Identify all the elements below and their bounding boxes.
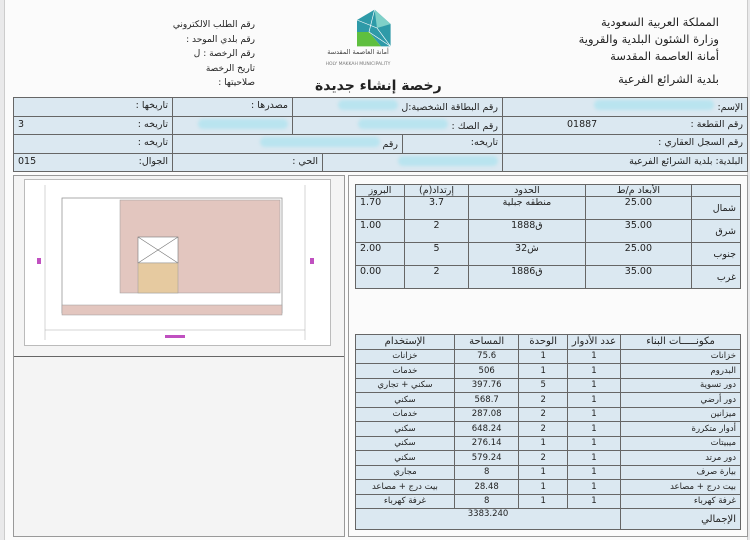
- cell: 5: [405, 243, 469, 266]
- cell: 506: [454, 364, 519, 379]
- site-plan-panel: [13, 175, 345, 537]
- cell: سكني: [356, 393, 455, 408]
- cell: 25.00: [585, 243, 691, 266]
- direction-cell: شرق: [692, 220, 741, 243]
- district-label: الحي :: [172, 154, 322, 172]
- cell: 1: [519, 494, 567, 509]
- cell: سكني: [356, 436, 455, 451]
- cell: 2: [519, 451, 567, 466]
- table-row: [356, 364, 741, 379]
- cell: 5: [519, 378, 567, 393]
- registry-date2-label: تاريخه :: [137, 137, 168, 148]
- permit-date-label: تاريخ الرخصة: [205, 63, 255, 74]
- id-label: رقم البطاقة الشخصية:ل: [401, 102, 498, 113]
- column-header: الأبعاد م/ط: [585, 185, 691, 197]
- cell: 1: [567, 465, 620, 480]
- cell: ق1888: [469, 220, 586, 243]
- page-title: رخصة إنشاء جديدة: [315, 78, 442, 94]
- cell: 1: [567, 422, 620, 437]
- mobile-cell: [14, 154, 172, 172]
- column-header: مكونـــــات البناء: [621, 335, 741, 350]
- cell: دور مرتد: [621, 451, 741, 466]
- column-header: [692, 185, 741, 197]
- ministry-line: وزارة الشئون البلدية والقروية: [578, 32, 719, 46]
- table-row: [356, 465, 741, 480]
- cell: 648.24: [454, 422, 519, 437]
- cell: 35.00: [585, 220, 691, 243]
- direction-cell: جنوب: [692, 243, 741, 266]
- logo-text: أمانة العاصمة المقدسة: [327, 48, 389, 56]
- cell: سكني: [356, 422, 455, 437]
- info-row: [14, 117, 747, 136]
- cell: 1: [519, 465, 567, 480]
- cell: ق1886: [469, 266, 586, 289]
- cell: خزانات: [621, 349, 741, 364]
- table-row: [356, 378, 741, 393]
- empty-cell: [172, 117, 292, 135]
- cell: خدمات: [356, 407, 455, 422]
- mobile-label: الجوال:: [138, 155, 168, 167]
- cell: ميزانين: [621, 407, 741, 422]
- plot-value: 01887: [567, 118, 598, 130]
- cell: غرفة كهرباء: [621, 494, 741, 509]
- cell: 1: [567, 451, 620, 466]
- cell: 1.70: [356, 197, 405, 220]
- unified-number-label: رقم بلدي الموحد :: [186, 34, 255, 45]
- municipality-field: البلدية: بلدية الشرائع الفرعية: [502, 154, 747, 172]
- panel-divider: [14, 356, 344, 357]
- owner-info-table: [13, 97, 748, 172]
- number-cell: [172, 135, 402, 153]
- cell: دور أرضي: [621, 393, 741, 408]
- cell: 276.14: [454, 436, 519, 451]
- validity-label: صلاحيتها :: [218, 78, 255, 88]
- column-header: البروز: [356, 185, 405, 197]
- column-header: الإستخدام: [356, 335, 455, 350]
- cell: خدمات: [356, 364, 455, 379]
- cell: 2: [519, 407, 567, 422]
- cell: 2: [405, 220, 469, 243]
- empty-cell: [322, 154, 502, 172]
- cell: 2: [405, 266, 469, 289]
- cell: بيارة صرف: [621, 465, 741, 480]
- deed-date-value: 3: [18, 118, 25, 130]
- cell: 1: [519, 349, 567, 364]
- permit-number-label: رقم الرخصة : ل: [193, 49, 255, 59]
- id-date-label: تاريخها :: [135, 100, 168, 111]
- cell: بيت درج + مصاعد: [621, 480, 741, 495]
- registry-date-label: تاريخه:: [402, 135, 502, 153]
- cell: ش32: [469, 243, 586, 266]
- table-row: [356, 451, 741, 466]
- table-row: [356, 494, 741, 509]
- cell: 0.00: [356, 266, 405, 289]
- table-row: [356, 436, 741, 451]
- table-header-row: [356, 335, 741, 350]
- deed-date-label: تاريخه :: [137, 118, 168, 130]
- cell: خزانات: [356, 349, 455, 364]
- cell: ميبيتات: [621, 436, 741, 451]
- plot-cell: [502, 117, 747, 135]
- cell: 1: [567, 480, 620, 495]
- boundaries-table: [355, 184, 741, 289]
- table-header-row: [356, 185, 741, 197]
- total-value: 3383.240: [356, 509, 621, 530]
- cell: 35.00: [585, 266, 691, 289]
- column-header: الحدود: [469, 185, 586, 197]
- direction-cell: شمال: [692, 197, 741, 220]
- cell: 3.7: [405, 197, 469, 220]
- cell: 1: [519, 436, 567, 451]
- cell: مجاري: [356, 465, 455, 480]
- total-label: الإجمالي: [621, 509, 741, 530]
- deed-date-cell: [14, 117, 172, 135]
- cell: 287.08: [454, 407, 519, 422]
- cell: أدوار متكررة: [621, 422, 741, 437]
- column-header: عدد الأدوار: [567, 335, 620, 350]
- cell: 1: [519, 364, 567, 379]
- cell: دور تسوية: [621, 378, 741, 393]
- cell: سكني: [356, 451, 455, 466]
- registry-label: رقم السجل العقاري :: [502, 135, 747, 153]
- cell: 28.48: [454, 480, 519, 495]
- cell: 2: [519, 422, 567, 437]
- table-row: [356, 393, 741, 408]
- cell: البدروم: [621, 364, 741, 379]
- country-line: المملكة العربية السعودية: [601, 15, 719, 29]
- cell: 1: [519, 480, 567, 495]
- permit-meta: [155, 18, 255, 91]
- direction-cell: غرب: [692, 266, 741, 289]
- cell: 25.00: [585, 197, 691, 220]
- table-row: [356, 220, 741, 243]
- cell: 397.76: [454, 378, 519, 393]
- id-cell: [292, 98, 502, 116]
- table-row: [356, 480, 741, 495]
- cell: 1: [567, 436, 620, 451]
- cell: 1: [567, 349, 620, 364]
- table-row: [356, 266, 741, 289]
- table-row: [356, 422, 741, 437]
- cell: 8: [454, 465, 519, 480]
- cell: 2.00: [356, 243, 405, 266]
- table-row: [356, 243, 741, 266]
- cell: منطقه جبلية: [469, 197, 586, 220]
- cell: 1: [567, 393, 620, 408]
- info-row: [14, 98, 747, 117]
- table-row: [356, 197, 741, 220]
- logo-subtext: HOLY MAKKAH MUNICIPALITY: [325, 62, 391, 67]
- makkah-municipality-logo: [323, 8, 423, 74]
- column-header: إرتداد(م): [405, 185, 469, 197]
- cell: 568.7: [454, 393, 519, 408]
- cell: 1.00: [356, 220, 405, 243]
- name-cell: [502, 98, 747, 116]
- column-header: المساحة: [454, 335, 519, 350]
- issuing-authority: [579, 14, 719, 88]
- plot-label: رقم القطعة :: [690, 118, 743, 130]
- branch-line: بلدية الشرائع الفرعية: [618, 72, 719, 86]
- mobile-value: 015: [18, 155, 37, 167]
- column-header: الوحدة: [519, 335, 567, 350]
- cell: سكني + تجاري: [356, 378, 455, 393]
- deed-cell: [292, 117, 502, 135]
- cell: 8: [454, 494, 519, 509]
- municipality-line: أمانة العاصمة المقدسة: [610, 49, 719, 63]
- site-plan-drawing: [24, 179, 331, 346]
- info-row: [14, 135, 747, 154]
- cell: بيت درج + مصاعد: [356, 480, 455, 495]
- cell: 1: [567, 364, 620, 379]
- table-row: [356, 407, 741, 422]
- building-components-table: [355, 334, 741, 530]
- number-label: رقم: [382, 139, 398, 150]
- details-panel: [348, 175, 748, 537]
- cell: 1: [567, 378, 620, 393]
- total-row: [356, 509, 741, 530]
- request-number-label: رقم الطلب الالكتروني: [172, 20, 255, 30]
- cell: 2: [519, 393, 567, 408]
- id-source-label: مصدرها :: [172, 98, 292, 116]
- deed-label: رقم الصك :: [451, 120, 498, 132]
- cell: 579.24: [454, 451, 519, 466]
- info-row: [14, 154, 747, 172]
- cell: 1: [567, 494, 620, 509]
- table-row: [356, 349, 741, 364]
- name-label: الإسم:: [717, 102, 743, 113]
- cell: 75.6: [454, 349, 519, 364]
- cell: غرفة كهرباء: [356, 494, 455, 509]
- permit-document: [4, 0, 748, 540]
- cell: 1: [567, 407, 620, 422]
